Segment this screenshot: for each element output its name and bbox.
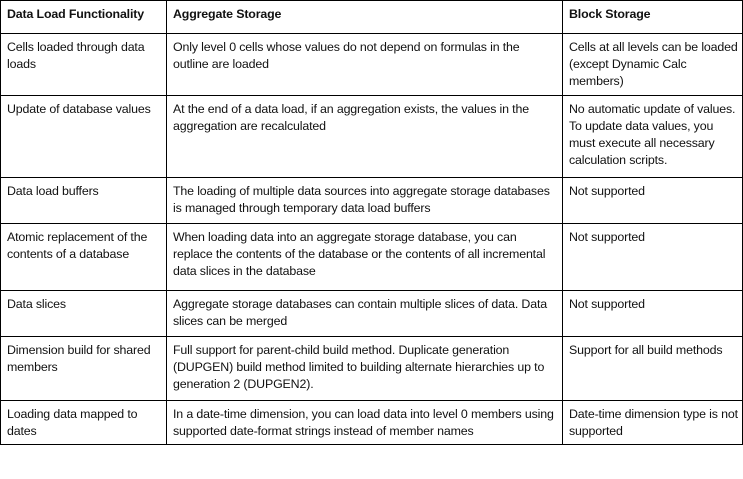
header-functionality: Data Load Functionality	[1, 1, 167, 34]
functionality-cell: Atomic replacement of the contents of a database	[1, 224, 167, 291]
header-aggregate-storage: Aggregate Storage	[167, 1, 563, 34]
header-row	[1, 1, 743, 34]
block-storage-cell: Support for all build methods	[563, 337, 743, 401]
table-row	[1, 178, 743, 224]
aggregate-storage-cell: In a date-time dimension, you can load data into level 0 members using supported date-format strings instead of member names	[167, 401, 563, 445]
aggregate-storage-cell: At the end of a data load, if an aggregation exists, the values in the aggregation are recalculated	[167, 96, 563, 178]
table-row	[1, 224, 743, 291]
header-block-storage: Block Storage	[563, 1, 743, 34]
block-storage-cell: Cells at all levels can be loaded (except Dynamic Calc members)	[563, 34, 743, 96]
table-row	[1, 291, 743, 337]
table-row	[1, 401, 743, 445]
functionality-cell: Loading data mapped to dates	[1, 401, 167, 445]
functionality-cell: Data load buffers	[1, 178, 167, 224]
block-storage-cell: Not supported	[563, 291, 743, 337]
table-row	[1, 337, 743, 401]
aggregate-storage-cell: The loading of multiple data sources into aggregate storage databases is managed through temporary data load buffers	[167, 178, 563, 224]
functionality-cell: Data slices	[1, 291, 167, 337]
functionality-cell: Dimension build for shared members	[1, 337, 167, 401]
aggregate-storage-cell: Full support for parent-child build method. Duplicate generation (DUPGEN) build method limited to building alternate hierarchies up to generation 2 (DUPGEN2).	[167, 337, 563, 401]
block-storage-cell: Not supported	[563, 224, 743, 291]
aggregate-storage-cell: Aggregate storage databases can contain multiple slices of data. Data slices can be merged	[167, 291, 563, 337]
block-storage-cell: Not supported	[563, 178, 743, 224]
functionality-cell: Update of database values	[1, 96, 167, 178]
block-storage-cell: Date-time dimension type is not supported	[563, 401, 743, 445]
aggregate-storage-cell: Only level 0 cells whose values do not depend on formulas in the outline are loaded	[167, 34, 563, 96]
functionality-cell: Cells loaded through data loads	[1, 34, 167, 96]
table-row	[1, 96, 743, 178]
table-row	[1, 34, 743, 96]
block-storage-cell: No automatic update of values. To update data values, you must execute all necessary calculation scripts.	[563, 96, 743, 178]
aggregate-storage-cell: When loading data into an aggregate storage database, you can replace the contents of the database or the contents of all incremental data slices in the database	[167, 224, 563, 291]
